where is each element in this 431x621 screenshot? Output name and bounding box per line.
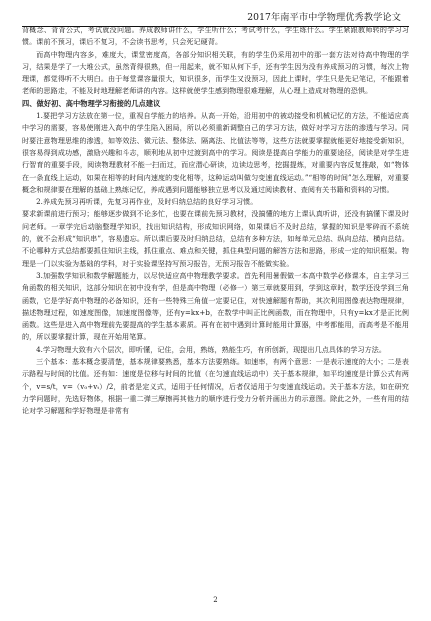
header-title: 2017年南平市中学物理优秀教学论文 [247,12,401,23]
paragraph: 三个基本：基本概念要清楚，基本规律要熟悉，基本方法要熟练。如速率，有两个意思：一是表示速度的大小；二是表示路程与时间的比值。还有如：速度是位移与时间的比值（在匀速直线运动中）关于基本规律，如平均速度是计算公式有两个，v=s/t，v=（v₀+vₜ）/2，前者是定义式，适用于任何情况，后者仅适用于匀变速直线运动。关于基本方法，如在研究力学问题时，先选好物体，根据一重二弹三摩擦再其他力的顺序进行受力分析并画出力的示意图。除此之外，一些有用的结论对学习解题和学好物理是非常有 [22,357,409,416]
paragraph: 而高中物理内容多，难度大，课堂密度高，各部分知识相关联，有的学生仍采用初中的那一套方法对待高中物理的学习，结果是学了一大堆公式，虽然背得很熟，但一用起来，就不知从何下手，还有学生因为没有养成预习的习惯，每次上物理课，都觉得听不大明白。由于每堂课容量很大，知识很多，而学生又没预习，因此上课时，学生只是先记笔记，不能跟着老师的思路走，不能及时地理解老师讲的内容。这样就使学生感到物理很难理解，从心理上造成对物理的恐惧。 [22,49,409,96]
paragraph: 要求新课前进行预习；能够逐步做到不论多忙，也要在课前先预习教材，没搞懂的地方上课认真听讲，还没有搞懂下课及时问老师。一章学完后动脑整理学知识，找出知识结构，形成知识网络，如果课后不及时总结，掌握的知识是零碎而不系统的，就不会形成“知识串”，容易遗忘。所以课后要及时归纳总结，总结有多种方法，如每单元总结、纵向总结、横向总结。不论哪种方式总结都要抓住知识主线，抓住重点、难点和关键，抓住典型问题的解答方法和思路，形成一定的知识框架。物理是一门以实验为基础的学科，对于实验课坚持写预习报告，无预习报告不能做实验。 [22,209,409,268]
page-number: 2 [213,596,218,604]
paragraph: 2.养成先预习再听课，先复习再作业，及时归纳总结的良好学习习惯。 [36,197,258,207]
paragraph: 4.学习物理大致有六个层次，即听懂，记住，会用，熟练，熟能生巧，有所创新，现提出几点具体的学习方法。 [36,344,387,354]
section-heading: 四、做好初、高中物理学习衔接的几点建议 [22,98,161,108]
paragraph: 1.要把学习方法放在第一位，重视自学能力的培养。从高一开始，沿用初中的被动接受和机械记忆的方法，不能适应高中学习的需要，容易使刚进入高中的学生陷入困局，所以必须重新调整自己的学习方法，做好对学习方法的渗透与学习。同时要注意物理思维的渗透，如等效法、微元法、整体法、隔离法、比值法等等，这些方法就要掌握就能更好地接受新知识，很容易得到成功感，激励兴趣和斗志，顺利地从初中过渡到高中的学习。阅读是提高自学能力的重要途径，阅读是对学生进行智育的重要手段，阅读物理教材不能一扫而过，而应潜心研读，边读边思考，挖掘提炼，对重要内容反复推敲，如“物体在一条直线上运动，如果在相等的时间内速度的变化相等，这种运动叫做匀变速直线运动。”“相等的时间”怎么理解，对重要概念和规律要在理解的基础上熟练记忆，养成遇到问题能够独立思考以及通过阅读教材、查阅有关书籍和资料的习惯。 [22,111,409,194]
paragraph: 3.加强数学知识和数学解题能力，以尽快适应高中物理教学要求。首先利用暑假做一本高中数学必修课本，自主学习三角函数的相关知识，这部分知识在初中没有学，但是高中物理（必修一）第三章就要用到，学到这章时，数学还没学到三角函数，它是学好高中物理的必备知识，还有一些特殊三角值一定要记住，对快速解题有帮助，其次利用图像表达物理规律，描述物理过程，如速度图像，加速度图像等，还有y=kx+b，在数学中叫正比例函数，而在物理中，只有y=kx才是正比例函数。这些是进入高中物理前先要提高的学生基本素质。再有在初中遇到计算时能用计算器，中考都能用，而高考是不能用的，所以要掌握计算，现在开始用笔算。 [22,270,409,342]
paragraph: 背概念、背背公式，考试就没问题。养成教师讲什么，学生听什么；考试考什么，学生练什么。学生紧跟教师转的学习习惯。课前不预习，课后不复习，不会读书思考，只会死记硬背。 [22,25,409,47]
article-body [22,24,409,418]
